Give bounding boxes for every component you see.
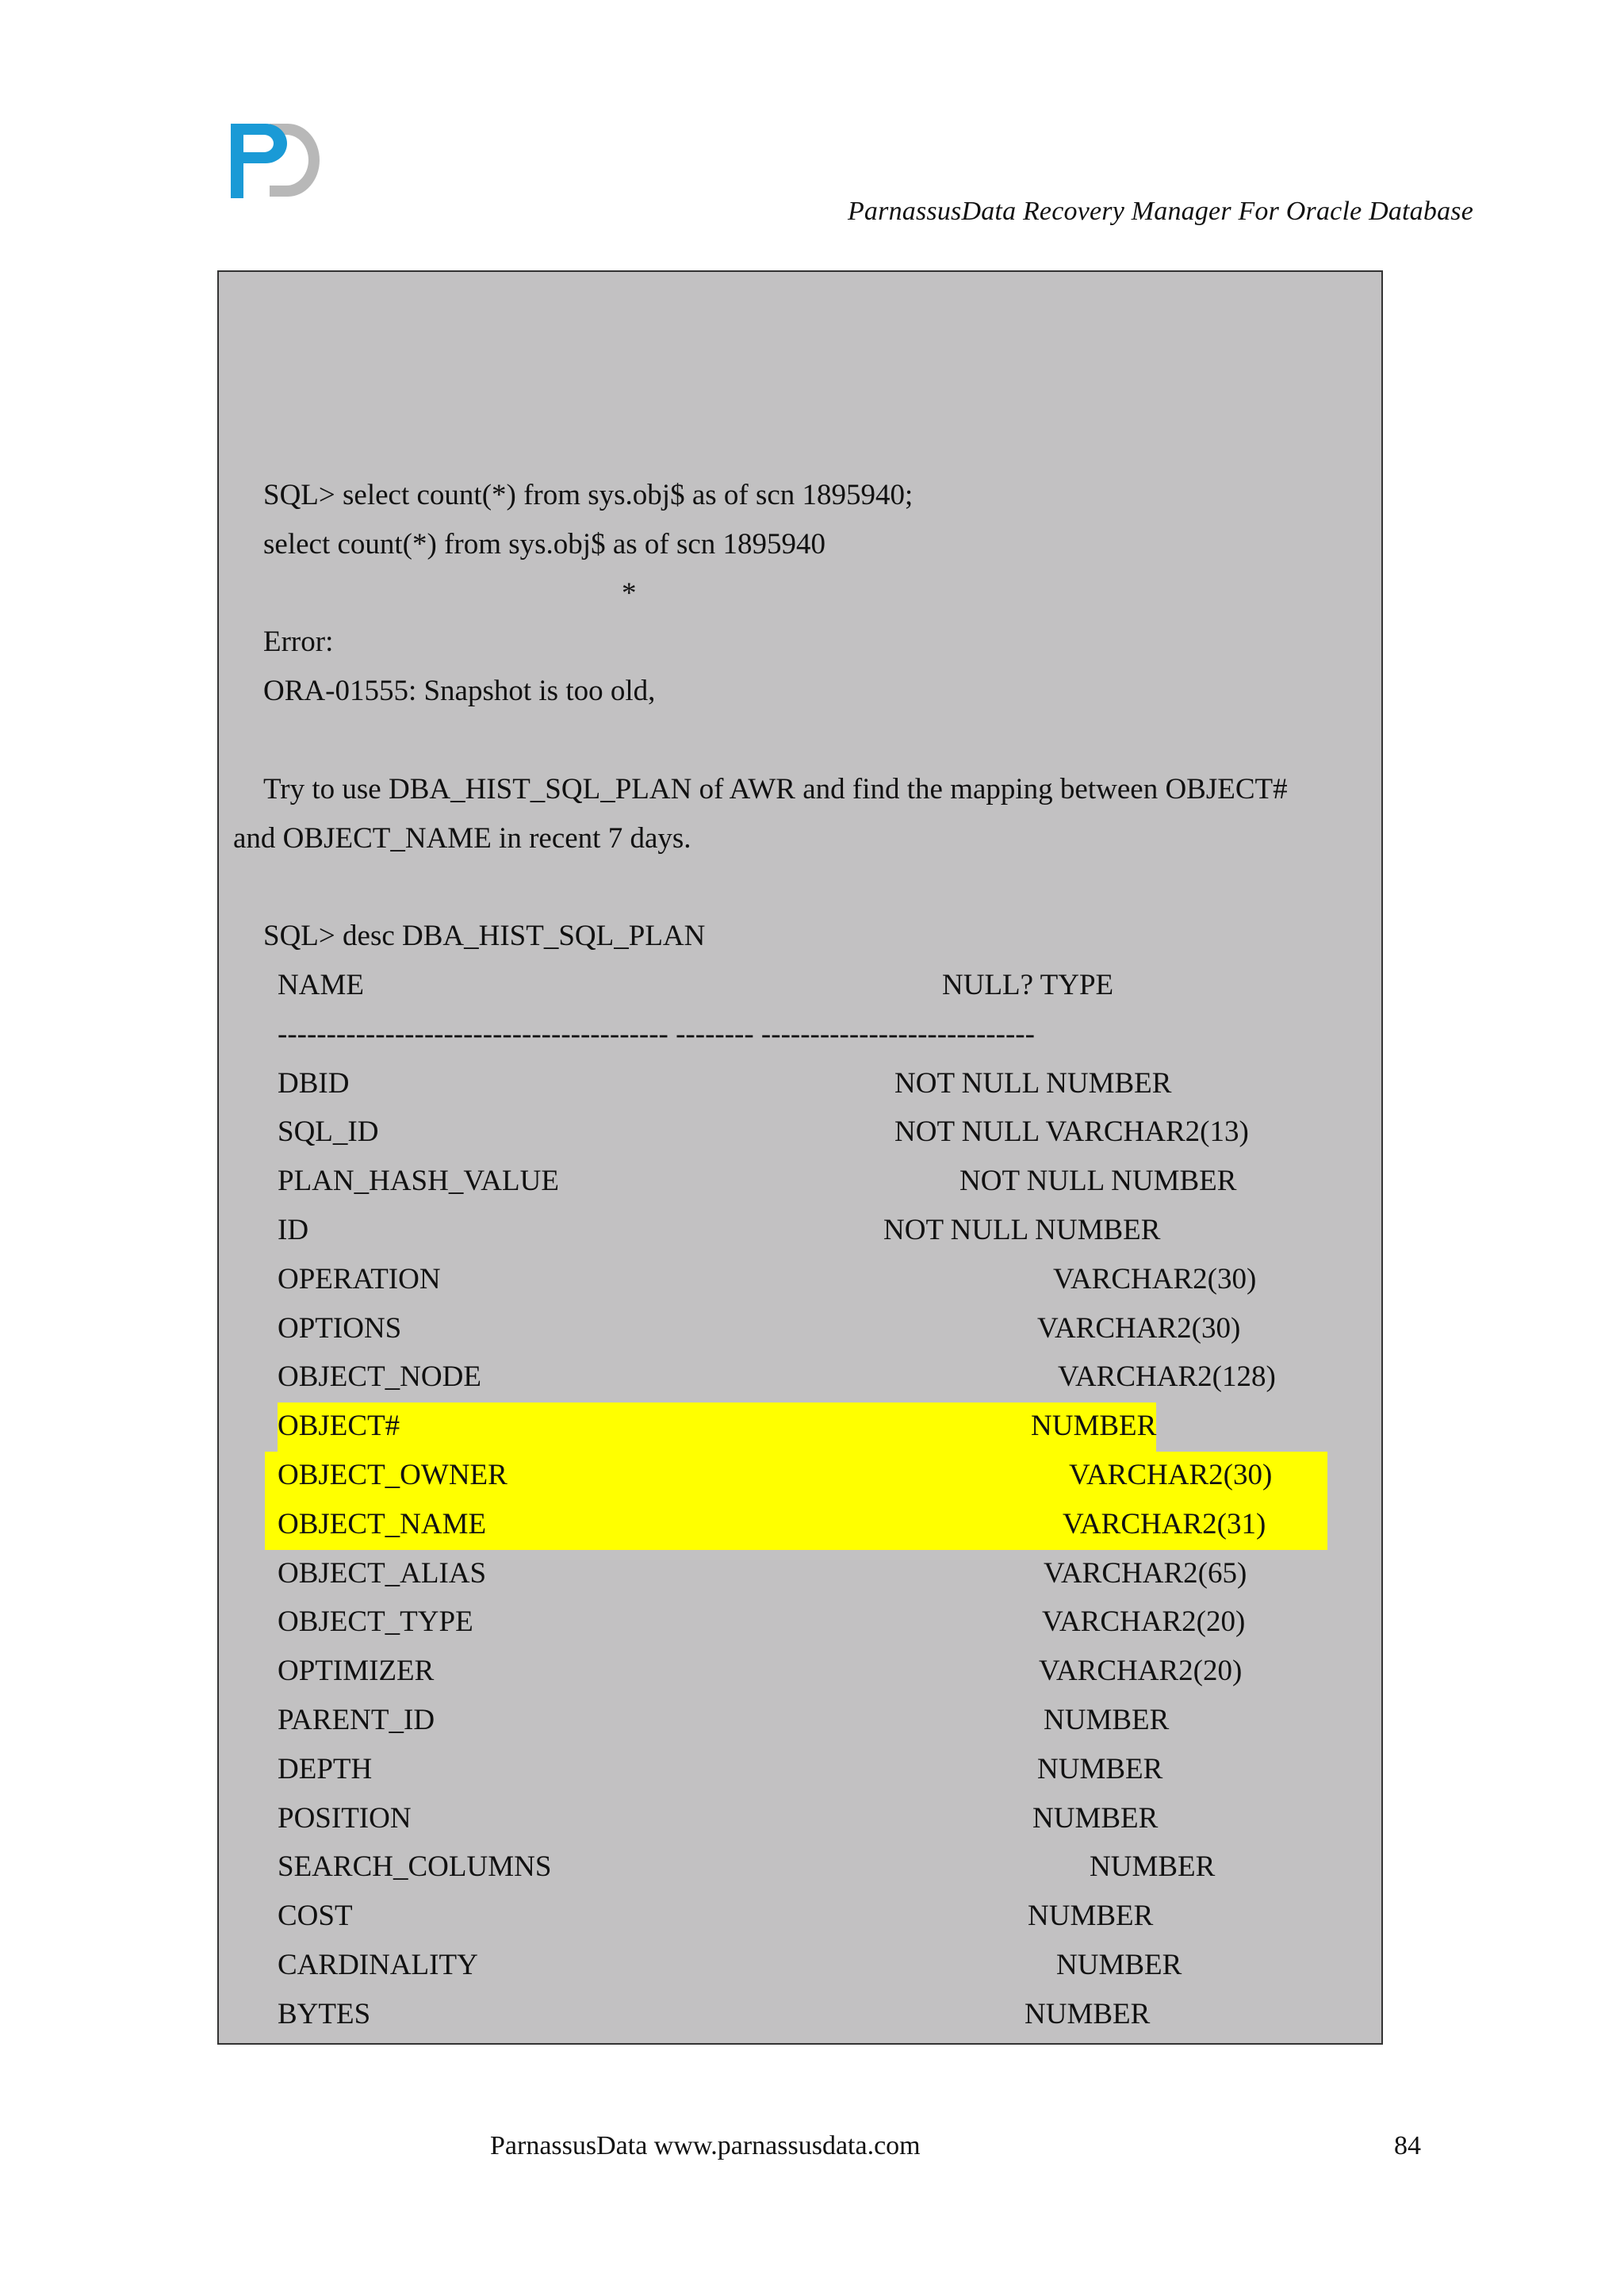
table-row-type: VARCHAR2(30) <box>1053 1262 1257 1295</box>
footer-text: ParnassusData www.parnassusdata.com <box>490 2131 921 2160</box>
paragraph-line: and OBJECT_NAME in recent 7 days. <box>233 821 691 855</box>
table-row-name: OBJECT_OWNER <box>278 1459 508 1491</box>
table-row-name: BYTES <box>278 1997 371 2030</box>
table-row-name: COST <box>278 1900 353 1933</box>
table-row-name: OPERATION <box>278 1262 441 1295</box>
table-row-name: DEPTH <box>278 1752 373 1785</box>
error-marker: * <box>622 576 637 610</box>
separator-line: ---------------------------------------- -------- ---------------------------- <box>278 1017 1035 1050</box>
table-row-type: NUMBER <box>1025 1997 1151 2030</box>
error-message: ORA-01555: Snapshot is too old, <box>263 675 656 708</box>
table-row-type: NOT NULL NUMBER <box>894 1066 1172 1100</box>
table-row-name: DBID <box>278 1066 350 1100</box>
table-row-type: VARCHAR2(30) <box>1069 1459 1273 1491</box>
table-row-name: SEARCH_COLUMNS <box>278 1850 552 1884</box>
header-title: ParnassusData Recovery Manager For Oracle Database <box>847 197 1473 226</box>
table-row-name: SQL_ID <box>278 1115 379 1149</box>
parnassusdata-logo <box>226 119 325 202</box>
table-row-type: VARCHAR2(20) <box>1042 1605 1246 1639</box>
paragraph-line: Try to use DBA_HIST_SQL_PLAN of AWR and find the mapping between OBJECT# <box>263 772 1288 806</box>
table-row-type: VARCHAR2(65) <box>1044 1556 1247 1590</box>
table-row-name: PARENT_ID <box>278 1704 435 1736</box>
table-row-name: OBJECT_ALIAS <box>278 1556 487 1590</box>
table-row-name: PLAN_HASH_VALUE <box>278 1165 559 1198</box>
table-row-type: NUMBER <box>1031 1410 1157 1443</box>
sql-line: select count(*) from sys.obj$ as of scn 1895940 <box>263 527 826 561</box>
table-row-type: NUMBER <box>1044 1704 1170 1736</box>
sql-code-block <box>217 270 1383 2045</box>
table-row-name: ID <box>278 1214 309 1246</box>
error-label: Error: <box>263 626 334 659</box>
table-row-type: NUMBER <box>1037 1752 1163 1785</box>
table-row-type: VARCHAR2(20) <box>1039 1655 1243 1688</box>
table-row-type: NUMBER <box>1090 1850 1216 1884</box>
table-row-name: OBJECT_NODE <box>278 1360 481 1394</box>
sql-line: SQL> select count(*) from sys.obj$ as of scn 1895940; <box>263 479 914 511</box>
column-header-null-type: NULL? TYPE <box>942 969 1114 1001</box>
column-header-name: NAME <box>278 969 364 1001</box>
highlight-object-number <box>278 1402 1156 1452</box>
table-row-name: OBJECT# <box>278 1410 400 1443</box>
table-row-name: OBJECT_NAME <box>278 1507 487 1540</box>
table-row-name: OPTIMIZER <box>278 1655 435 1688</box>
table-row-type: NOT NULL VARCHAR2(13) <box>894 1115 1249 1149</box>
table-row-name: OBJECT_TYPE <box>278 1605 473 1639</box>
table-row-type: NUMBER <box>1032 1801 1159 1835</box>
table-row-type: VARCHAR2(31) <box>1063 1507 1266 1540</box>
table-row-type: VARCHAR2(128) <box>1058 1360 1276 1394</box>
table-row-name: OPTIONS <box>278 1311 402 1345</box>
table-row-type: NOT NULL NUMBER <box>959 1165 1237 1198</box>
table-row-name: CARDINALITY <box>278 1949 478 1981</box>
desc-command: SQL> desc DBA_HIST_SQL_PLAN <box>263 920 706 953</box>
table-row-type: NUMBER <box>1028 1900 1154 1933</box>
table-row-type: NOT NULL NUMBER <box>883 1214 1161 1246</box>
table-row-type: VARCHAR2(30) <box>1037 1311 1241 1345</box>
table-row-name: POSITION <box>278 1801 412 1835</box>
page-number: 84 <box>1394 2131 1421 2160</box>
table-row-type: NUMBER <box>1056 1949 1182 1981</box>
